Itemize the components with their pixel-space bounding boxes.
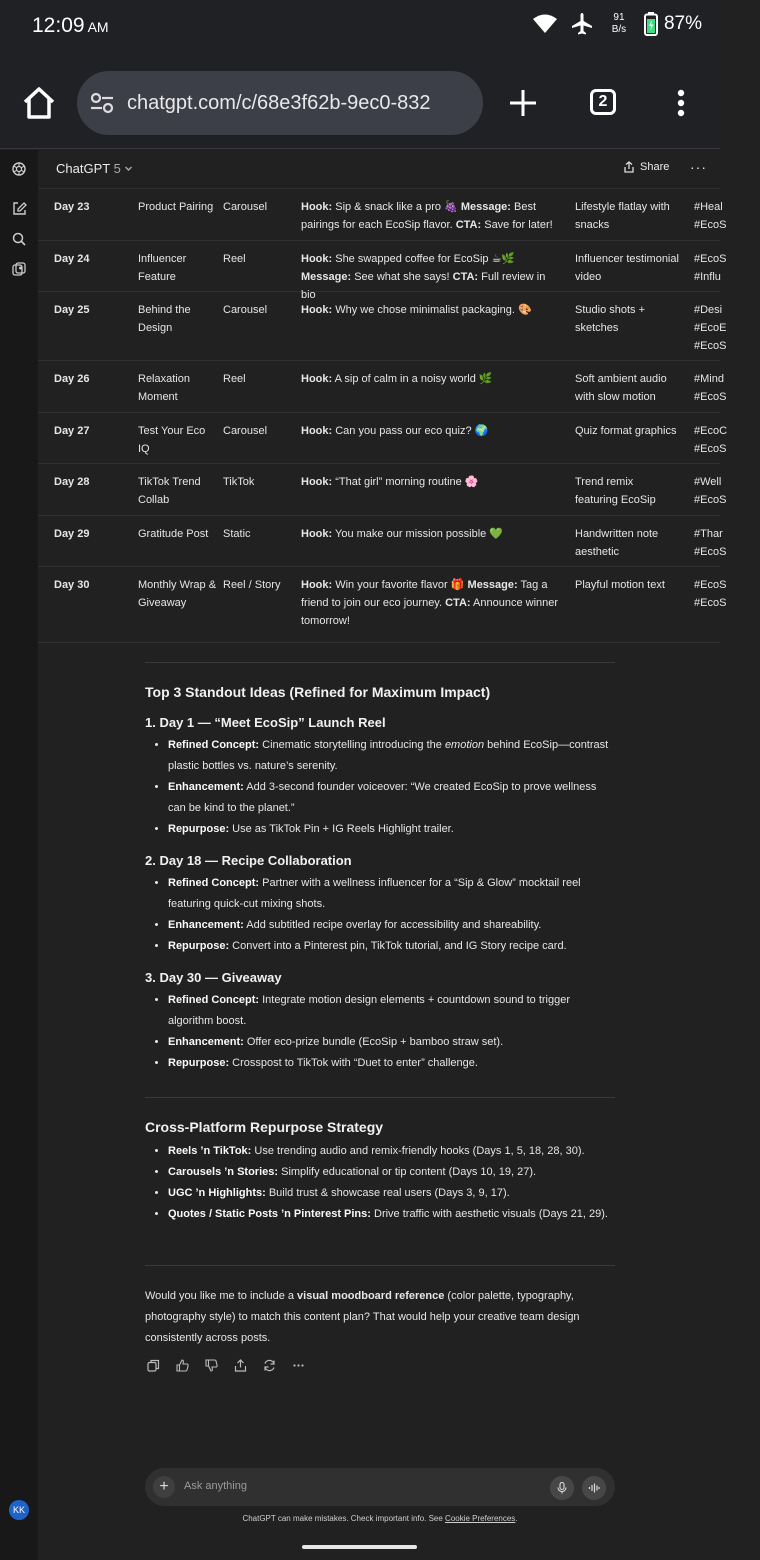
cell-hashtags: #EcoS #EcoS	[694, 579, 727, 609]
table-row	[38, 413, 728, 464]
disclaimer: ChatGPT can make mistakes. Check important info. See Cookie Preferences.	[242, 1514, 518, 1523]
share-button[interactable]: Share	[623, 161, 669, 173]
cell-day: Day 24	[54, 253, 90, 265]
divider	[145, 662, 615, 663]
microphone-icon	[556, 1482, 568, 1494]
cell-day: Day 26	[54, 373, 90, 385]
cell-hashtags: #Mind #EcoS	[694, 373, 727, 403]
message-actions	[147, 1359, 305, 1372]
cell-day: Day 27	[54, 425, 90, 437]
more-icon[interactable]	[292, 1359, 305, 1372]
airplane-icon	[570, 12, 594, 36]
table-row	[38, 516, 727, 567]
divider	[145, 1097, 615, 1098]
share-icon[interactable]	[234, 1359, 247, 1372]
list-item: • Repurpose: Use as TikTok Pin + IG Reels Highlight trailer.	[168, 819, 615, 840]
cross-platform-section	[145, 1119, 615, 1225]
list-item: • Refined Concept: Cinematic storytelling introducing the emotion behind EcoSip—contrast plastic bottles vs. nature’s serenity.	[168, 735, 615, 777]
dictate-button[interactable]	[550, 1476, 574, 1500]
cell-format: Reel	[223, 253, 246, 265]
cell-hashtags: #EcoC #EcoS	[694, 425, 728, 455]
cell-visual: Handwritten note aesthetic	[575, 528, 659, 558]
attach-button[interactable]: +	[153, 1476, 175, 1498]
share-icon	[623, 161, 635, 173]
list-item: • Repurpose: Convert into a Pinterest pin, TikTok tutorial, and IG Story recipe card.	[168, 936, 615, 957]
chevron-down-icon	[124, 164, 133, 173]
idea-bullets	[145, 873, 615, 957]
cell-day: Day 29	[54, 528, 90, 540]
cell-hashtags: #Heal #EcoS	[694, 201, 727, 231]
cell-visual: Quiz format graphics	[575, 425, 677, 437]
idea-title: 1. Day 1 — “Meet EcoSip” Launch Reel	[145, 715, 386, 730]
url-text[interactable]: chatgpt.com/c/68e3f62b-9ec0-832	[127, 91, 431, 114]
cell-format: Carousel	[223, 201, 268, 213]
cell-visual: Lifestyle flatlay with snacks	[575, 201, 670, 231]
list-item: • Enhancement: Offer eco-prize bundle (EcoSip + bamboo straw set).	[168, 1032, 615, 1053]
battery-percent: 87%	[663, 13, 702, 34]
site-settings-icon[interactable]	[89, 90, 115, 116]
cell-copy: Hook: Sip & snack like a pro 🍇 Message: Best pairings for each EcoSip flavor. CTA: Save for later!	[301, 201, 553, 231]
cell-visual: Influencer testimonial video	[575, 253, 679, 283]
list-item: • UGC ’n Highlights: Build trust & showcase real users (Days 3, 9, 17).	[168, 1183, 615, 1204]
avatar[interactable]: KK	[9, 1500, 29, 1520]
list-item: • Refined Concept: Partner with a wellness influencer for a “Sip & Glow” mocktail reel featuring quick-cut mixing shots.	[168, 873, 615, 915]
cell-visual: Soft ambient audio with slow motion	[575, 373, 667, 403]
list-item: • Repurpose: Crosspost to TikTok with “Duet to enter” challenge.	[168, 1053, 615, 1074]
list-item: • Quotes / Static Posts ’n Pinterest Pins: Drive traffic with aesthetic visuals (Days 21, 29).	[168, 1204, 615, 1225]
idea-bullets	[145, 735, 615, 840]
cell-format: Carousel	[223, 425, 268, 437]
cell-day: Day 30	[54, 579, 90, 591]
chat-header	[38, 150, 720, 189]
cell-copy: Hook: “That girl” morning routine 🌸	[301, 476, 479, 488]
cell-theme: Influencer Feature	[138, 253, 187, 283]
strategy-list	[145, 1141, 615, 1225]
cell-theme: TikTok Trend Collab	[138, 476, 201, 506]
cell-hashtags: #Well #EcoS	[694, 476, 727, 506]
copy-icon[interactable]	[147, 1359, 160, 1372]
cell-format: Carousel	[223, 304, 268, 316]
waveform-icon	[588, 1482, 600, 1494]
tab-switcher-button[interactable]: 2	[590, 89, 616, 115]
browser-menu-icon[interactable]	[676, 89, 686, 117]
table-row	[38, 189, 727, 241]
regenerate-icon[interactable]	[263, 1359, 276, 1372]
network-speed: 91 B/s	[611, 12, 627, 35]
closing-paragraph: Would you like me to include a visual moodboard reference (color palette, typography, photography style) to match this content plan? That would help your creative team design consistently across posts.	[145, 1290, 580, 1344]
cell-visual: Playful motion text	[575, 579, 665, 591]
list-item: • Reels ’n TikTok: Use trending audio and remix-friendly hooks (Days 1, 5, 18, 28, 30).	[168, 1141, 615, 1162]
top3-section	[145, 684, 615, 1074]
clock: 12:09 AM	[32, 14, 109, 37]
cell-hashtags: #EcoS #Influ	[694, 253, 727, 283]
thumbs-down-icon[interactable]	[205, 1359, 218, 1372]
cell-copy: Hook: She swapped coffee for EcoSip ☕🌿 Message: See what she says! CTA: Full review in bio	[301, 253, 546, 301]
table-row	[38, 241, 727, 301]
table-row	[38, 567, 727, 643]
table-row	[38, 464, 727, 516]
model-selector[interactable]: ChatGPT 5	[56, 161, 133, 176]
sidebar	[0, 150, 38, 1560]
browser-toolbar	[0, 56, 720, 149]
cell-day: Day 25	[54, 304, 90, 316]
thumbs-up-icon[interactable]	[176, 1359, 189, 1372]
cell-day: Day 28	[54, 476, 90, 488]
message-input[interactable]: Ask anything	[184, 1480, 247, 1492]
cell-copy: Hook: Can you pass our eco quiz? 🌍	[301, 425, 489, 437]
composer	[145, 1468, 615, 1506]
cell-format: TikTok	[223, 476, 255, 488]
wifi-icon	[532, 13, 558, 35]
section-heading: Top 3 Standout Ideas (Refined for Maximum Impact)	[145, 684, 491, 700]
list-item: • Refined Concept: Integrate motion design elements + countdown sound to trigger algorithm boost.	[168, 990, 615, 1032]
table-row	[38, 292, 727, 361]
cell-theme: Gratitude Post	[138, 528, 209, 540]
search-icon[interactable]	[11, 231, 27, 247]
cell-copy: Hook: Why we chose minimalist packaging. 🎨	[301, 304, 532, 316]
cell-copy: Hook: Win your favorite flavor 🎁 Message: Tag a friend to join our eco journey. CTA: Announce winner tomorrow!	[301, 579, 559, 627]
cookie-preferences-link[interactable]: Cookie Preferences	[445, 1514, 516, 1523]
list-item: • Enhancement: Add 3-second founder voiceover: “We created EcoSip to prove wellness can be kind to the planet.”	[168, 777, 615, 819]
battery-icon	[644, 12, 658, 36]
table-row	[38, 361, 727, 413]
cell-format: Reel	[223, 373, 246, 385]
gesture-nav-bar[interactable]	[302, 1545, 417, 1549]
cell-format: Static	[223, 528, 251, 540]
cell-theme: Test Your Eco IQ	[138, 425, 206, 455]
cell-visual: Trend remix featuring EcoSip	[575, 476, 656, 506]
voice-mode-button[interactable]	[582, 1476, 606, 1500]
cell-copy: Hook: A sip of calm in a noisy world 🌿	[301, 373, 493, 385]
library-icon[interactable]	[11, 261, 27, 277]
cell-copy: Hook: You make our mission possible 💚	[301, 528, 504, 540]
home-icon[interactable]	[22, 86, 56, 120]
content-calendar-table	[38, 189, 728, 643]
idea-title: 3. Day 30 — Giveaway	[145, 970, 282, 985]
cell-theme: Relaxation Moment	[138, 373, 190, 403]
new-chat-icon[interactable]	[11, 201, 27, 217]
openai-logo-icon[interactable]	[11, 161, 27, 177]
list-item: • Enhancement: Add subtitled recipe overlay for accessibility and shareability.	[168, 915, 615, 936]
cell-visual: Studio shots + sketches	[575, 304, 646, 334]
cell-theme: Behind the Design	[138, 304, 191, 334]
more-options-button[interactable]: ···	[690, 159, 707, 175]
cell-hashtags: #Thar #EcoS	[694, 528, 727, 558]
address-bar[interactable]	[77, 71, 483, 135]
list-item: • Carousels ’n Stories: Simplify educational or tip content (Days 10, 19, 27).	[168, 1162, 615, 1183]
cell-hashtags: #Desi #EcoE #EcoS	[694, 304, 727, 352]
idea-bullets	[145, 990, 615, 1074]
status-bar	[0, 0, 720, 56]
cell-day: Day 23	[54, 201, 90, 213]
cell-theme: Product Pairing	[138, 201, 214, 213]
section-heading: Cross-Platform Repurpose Strategy	[145, 1119, 384, 1135]
divider	[145, 1265, 615, 1266]
cell-theme: Monthly Wrap & Giveaway	[138, 579, 217, 609]
new-tab-icon[interactable]	[508, 88, 538, 118]
cell-format: Reel / Story	[223, 579, 281, 591]
idea-title: 2. Day 18 — Recipe Collaboration	[145, 853, 352, 868]
